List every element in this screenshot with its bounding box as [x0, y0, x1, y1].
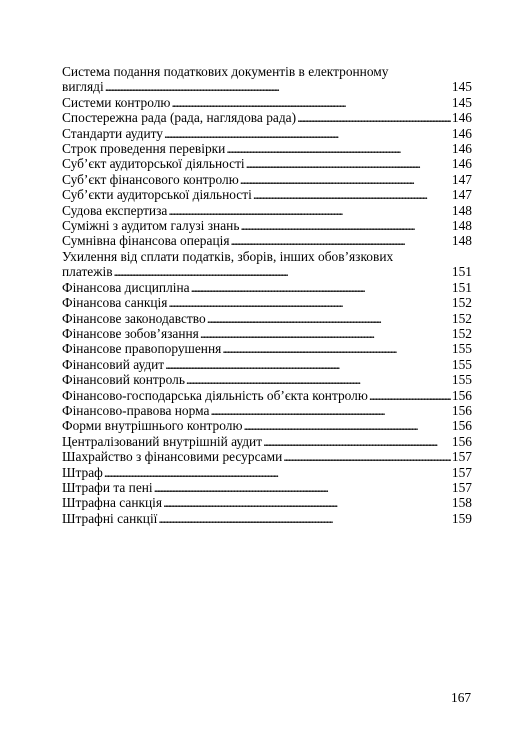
index-entry	[62, 465, 472, 480]
dot-leader	[168, 203, 451, 218]
index-entry-page: 148	[451, 233, 472, 249]
index-entry-label: Фінансове правопорушення	[62, 341, 222, 357]
index-entry-label: Штрафи та пені	[62, 479, 153, 495]
dot-leader	[240, 218, 450, 233]
index-entry-line	[62, 203, 472, 218]
index-entry-line	[62, 218, 472, 233]
index-entry	[62, 480, 472, 495]
index-entry-line	[62, 110, 472, 125]
index-entry-line	[62, 418, 472, 433]
dot-leader	[168, 295, 450, 310]
index-entry	[62, 126, 472, 141]
index-entry-line	[62, 449, 472, 464]
index-entry-line	[62, 372, 472, 387]
index-entry-label: Фінансове зобов’язання	[62, 325, 199, 341]
index-entry-label: Централізований внутрішній аудит	[62, 433, 263, 449]
index-entry	[62, 311, 472, 326]
index-entry-page: 156	[451, 387, 472, 403]
index-entry-page: 147	[451, 187, 472, 203]
dot-leader	[243, 418, 450, 433]
index-entry	[62, 95, 472, 110]
index-entry-label: Штрафна санкція	[62, 495, 163, 511]
index-entry-label: Фінансово-правова норма	[62, 402, 210, 418]
index-entry	[62, 434, 472, 449]
index-entry-page: 146	[451, 125, 472, 141]
index-entry-page: 156	[451, 433, 472, 449]
index-entry-label: платежів	[62, 264, 113, 280]
index-entry	[62, 326, 472, 341]
dot-leader	[231, 233, 451, 248]
dot-leader	[297, 110, 451, 125]
index-entry-line	[62, 434, 472, 449]
index-entry-page: 155	[451, 372, 472, 388]
dot-leader	[186, 372, 451, 387]
dot-leader	[171, 95, 450, 110]
index-entry	[62, 357, 472, 372]
dot-leader	[246, 156, 451, 171]
index-entry-page: 146	[451, 156, 472, 172]
dot-leader	[158, 511, 451, 526]
index-entry-line	[62, 295, 472, 310]
index-entry-page: 157	[451, 464, 472, 480]
dot-leader	[105, 79, 451, 94]
index-entry-label: Спостережна рада (рада, наглядова рада)	[62, 110, 297, 126]
index-entry-page: 157	[451, 449, 472, 465]
index-entry	[62, 110, 472, 125]
index-entry-page: 157	[451, 479, 472, 495]
dot-leader	[200, 326, 451, 341]
dot-leader	[253, 187, 451, 202]
index-entry-page: 148	[451, 218, 472, 234]
index-entry-page: 147	[451, 171, 472, 187]
dot-leader	[283, 449, 451, 464]
dot-leader	[369, 388, 451, 403]
index-entry	[62, 233, 472, 248]
index-entry-page: 156	[451, 418, 472, 434]
index-entry-first-line: Ухилення від сплати податків, зборів, інших обов’язкових	[62, 248, 394, 264]
index-entry-line	[62, 465, 472, 480]
index-entry	[62, 403, 472, 418]
index-entry	[62, 203, 472, 218]
index-entry-label: Строк проведення перевірки	[62, 141, 226, 157]
dot-leader	[207, 311, 451, 326]
index-entry-page: 151	[451, 279, 472, 295]
index-entry-label: Форми внутрішнього контролю	[62, 418, 243, 434]
index-entry-label: Суб’єкт аудиторської діяльності	[62, 156, 245, 172]
dot-leader	[210, 403, 450, 418]
index-entry-label: вигляді	[62, 79, 104, 95]
dot-leader	[222, 341, 451, 356]
index-entry-label: Фінансовий аудит	[62, 356, 165, 372]
dot-leader	[263, 434, 451, 449]
index-entry	[62, 141, 472, 156]
index-entry-line	[62, 511, 472, 526]
index-entry-label: Фінансове законодавство	[62, 310, 206, 326]
index-entry-page: 155	[451, 341, 472, 357]
dot-leader	[240, 172, 451, 187]
index-entry	[62, 280, 472, 295]
index-entry-line	[62, 126, 472, 141]
index-entry	[62, 495, 472, 510]
index-entry-line	[62, 79, 472, 94]
index-entry-line	[62, 264, 472, 279]
subject-index	[62, 64, 472, 526]
dot-leader	[191, 280, 451, 295]
index-entry-label: Фінансовий контроль	[62, 372, 185, 388]
dot-leader	[163, 495, 451, 510]
index-entry-line	[62, 233, 472, 248]
index-entry-line	[62, 311, 472, 326]
index-entry-label: Стандарти аудиту	[62, 125, 163, 141]
dot-leader	[154, 480, 451, 495]
index-entry	[62, 172, 472, 187]
index-entry-page: 145	[451, 79, 472, 95]
index-entry-line	[62, 172, 472, 187]
index-entry-page: 146	[451, 141, 472, 157]
index-entry-label: Судова експертиза	[62, 202, 168, 218]
dot-leader	[226, 141, 451, 156]
index-entry	[62, 341, 472, 356]
index-entry-label: Фінансова дисципліна	[62, 279, 190, 295]
index-entry-label: Суб’єкт фінансового контролю	[62, 171, 239, 187]
index-entry-page: 152	[451, 310, 472, 326]
index-entry-label: Фінансово-господарська діяльність об’єкта контролю	[62, 387, 368, 403]
index-entry-line	[62, 156, 472, 171]
index-entry-page: 152	[451, 295, 472, 311]
index-entry-first-line: Система подання податкових документів в електронному	[62, 64, 389, 79]
index-entry-label: Штрафні санкції	[62, 510, 158, 526]
index-entry-page: 151	[451, 264, 472, 280]
dot-leader	[114, 264, 451, 279]
index-entry-line	[62, 95, 472, 110]
index-entry-page: 156	[451, 402, 472, 418]
index-entry-page: 152	[451, 325, 472, 341]
index-entry-page: 155	[451, 356, 472, 372]
index-entry-label: Системи контролю	[62, 94, 171, 110]
index-entry-line	[62, 326, 472, 341]
index-entry-line	[62, 388, 472, 403]
index-entry-label: Сумнівна фінансова операція	[62, 233, 230, 249]
index-entry-line	[62, 341, 472, 356]
index-entry-line	[62, 187, 472, 202]
index-entry	[62, 388, 472, 403]
index-entry-line	[62, 280, 472, 295]
dot-leader	[104, 465, 451, 480]
page-number: 167	[451, 690, 472, 705]
index-entry-page: 148	[451, 202, 472, 218]
index-entry	[62, 249, 472, 280]
index-entry-line	[62, 403, 472, 418]
index-entry-page: 159	[451, 510, 472, 526]
dot-leader	[165, 357, 451, 372]
index-entry	[62, 372, 472, 387]
index-entry-line	[62, 357, 472, 372]
index-entry-label: Суміжні з аудитом галузі знань	[62, 218, 240, 234]
index-entry-page: 146	[451, 110, 472, 126]
index-entry	[62, 418, 472, 433]
index-entry	[62, 511, 472, 526]
index-entry	[62, 218, 472, 233]
index-entry	[62, 156, 472, 171]
index-entry-label: Шахрайство з фінансовими ресурсами	[62, 449, 283, 465]
dot-leader	[164, 126, 451, 141]
index-entry-label: Фінансова санкція	[62, 295, 168, 311]
index-entry-label: Штраф	[62, 464, 103, 480]
index-entry-line	[62, 495, 472, 510]
index-entry-page: 158	[451, 495, 472, 511]
index-entry-page: 145	[451, 94, 472, 110]
index-entry-line	[62, 480, 472, 495]
index-entry	[62, 64, 472, 95]
index-entry-label: Суб’єкти аудиторської діяльності	[62, 187, 252, 203]
index-entry	[62, 295, 472, 310]
index-entry-line	[62, 141, 472, 156]
index-entry	[62, 187, 472, 202]
index-entry	[62, 449, 472, 464]
